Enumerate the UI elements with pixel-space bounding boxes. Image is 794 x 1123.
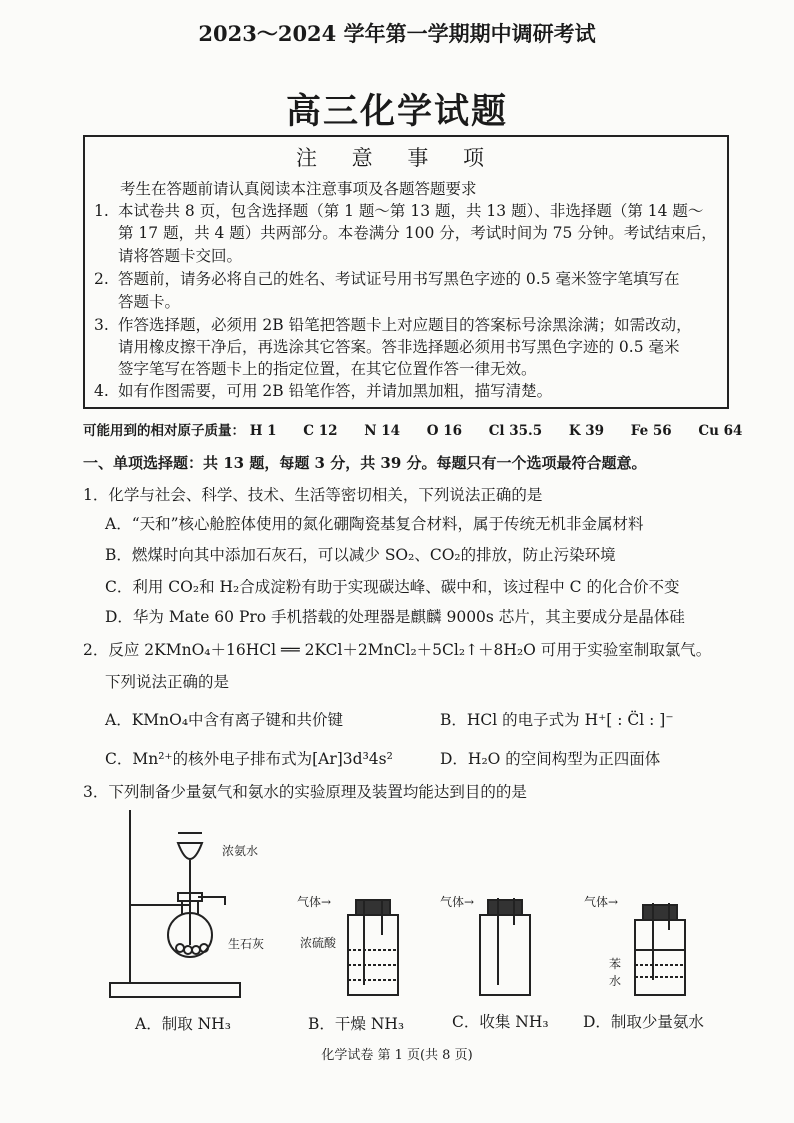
option-b: B．燃煤时向其中添加石灰石，可以减少 SO₂、CO₂的排放，防止污染环境 — [105, 546, 616, 564]
notice-heading: 注 意 事 项 — [295, 146, 499, 170]
atomic-masses — [83, 419, 742, 439]
figure-label: 生石灰 — [228, 937, 265, 951]
notice-num: 1. — [94, 202, 109, 220]
question-number: 3． — [83, 783, 109, 801]
apparatus-c-diagram — [470, 890, 540, 1000]
option-a: A．“天和”核心舱腔体使用的氮化硼陶瓷基复合材料，属于传统无机非金属材料 — [105, 515, 644, 533]
notice-line: 请用橡皮擦干净后，再选涂其它答案。答非选择题必须用书写黑色字迹的 0.5 毫米 — [118, 338, 680, 356]
notice-line: 作答选择题，必须用 2B 铅笔把答题卡上对应题目的答案标号涂黑涂满；如需改动， — [118, 316, 692, 334]
figure-caption-c: C．收集 NH₃ — [452, 1013, 549, 1031]
page-footer: 化学试卷 第 1 页(共 8 页) — [321, 1048, 473, 1063]
option-b: B．HCl 的电子式为 H⁺[ : C̈l : ]⁻ — [440, 711, 674, 729]
option-c: C．Mn²⁺的核外电子排布式为[Ar]3d³4s² — [105, 750, 393, 768]
apparatus-b-diagram — [340, 895, 410, 1000]
atomic-mass: Cl 35.5 — [488, 423, 543, 439]
figure-label: 苯 — [609, 957, 622, 971]
notice-num: 4. — [94, 382, 109, 400]
option-d: D．华为 Mate 60 Pro 手机搭载的处理器是麒麟 9000s 芯片，其主要成分是晶体硅 — [105, 608, 685, 626]
notice-line: 答题前，请务必将自己的姓名、考试证号用书写黑色字迹的 0.5 毫米签字笔填写在 — [118, 270, 680, 288]
notice-line: 请将答题卡交回。 — [118, 247, 243, 265]
figure-caption-b: B．干燥 NH₃ — [308, 1015, 405, 1033]
notice-line: 第 17 题，共 4 题）共两部分。本卷满分 100 分，考试时间为 75 分钟。考试结束后， — [118, 224, 717, 242]
atomic-mass: Fe 56 — [630, 423, 672, 439]
atomic-mass: O 16 — [426, 423, 462, 439]
notice-num: 3. — [94, 316, 109, 334]
figure-caption-d: D．制取少量氨水 — [583, 1013, 704, 1031]
figure-label: 水 — [609, 974, 622, 988]
figure-label: 浓硫酸 — [300, 936, 337, 950]
section-heading: 一、单项选择题：共 13 题，每题 3 分，共 39 分。每题只有一个选项最符合题意。 — [83, 454, 647, 472]
question-number: 2． — [83, 641, 109, 659]
atomic-masses-label: 可能用到的相对原子质量： — [83, 423, 245, 439]
exam-title: 2023～2024 学年第一学期期中调研考试 — [198, 21, 596, 46]
question-stem-cont: 下列说法正确的是 — [105, 673, 230, 691]
option-c: C．利用 CO₂和 H₂合成淀粉有助于实现碳达峰、碳中和，该过程中 C 的化合价不变 — [105, 578, 680, 596]
atomic-mass: K 39 — [568, 423, 605, 439]
question-number: 1． — [83, 486, 109, 504]
notice-intro: 考生在答题前请认真阅读本注意事项及各题答题要求 — [120, 180, 477, 198]
option-a: A．KMnO₄中含有离子键和共价键 — [105, 711, 344, 729]
notice-line: 本试卷共 8 页，包含选择题（第 1 题～第 13 题，共 13 题）、非选择题（第 14 题～ — [118, 202, 704, 220]
atomic-mass: C 12 — [303, 423, 338, 439]
question-stem: 化学与社会、科学、技术、生活等密切相关，下列说法正确的是 — [108, 486, 543, 504]
notice-line: 签字笔写在答题卡上的指定位置，在其它位置作答一律无效。 — [118, 360, 537, 378]
subject-title: 高三化学试题 — [285, 91, 508, 132]
figure-label: 气体→ — [440, 895, 475, 909]
apparatus-d-diagram — [625, 895, 695, 1000]
question-stem: 反应 2KMnO₄＋16HCl ══ 2KCl＋2MnCl₂＋5Cl₂↑＋8H₂O 可用于实验室制取氯气。 — [108, 641, 712, 659]
figure-label: 浓氨水 — [222, 844, 259, 858]
notice-num: 2. — [94, 270, 109, 288]
atomic-mass: Cu 64 — [698, 423, 743, 439]
atomic-mass: N 14 — [364, 423, 401, 439]
figure-label: 气体→ — [584, 895, 619, 909]
atomic-mass: H 1 — [249, 423, 277, 439]
notice-line: 如有作图需要，可用 2B 铅笔作答，并请加黑加粗，描写清楚。 — [118, 382, 553, 400]
notice-line: 答题卡。 — [118, 293, 181, 311]
figure-caption-a: A．制取 NH₃ — [135, 1015, 231, 1033]
apparatus-a-diagram — [100, 805, 260, 1005]
question-stem: 下列制备少量氨气和氨水的实验原理及装置均能达到目的的是 — [108, 783, 527, 801]
figure-label: 气体→ — [297, 895, 332, 909]
option-d: D．H₂O 的空间构型为正四面体 — [440, 750, 661, 768]
